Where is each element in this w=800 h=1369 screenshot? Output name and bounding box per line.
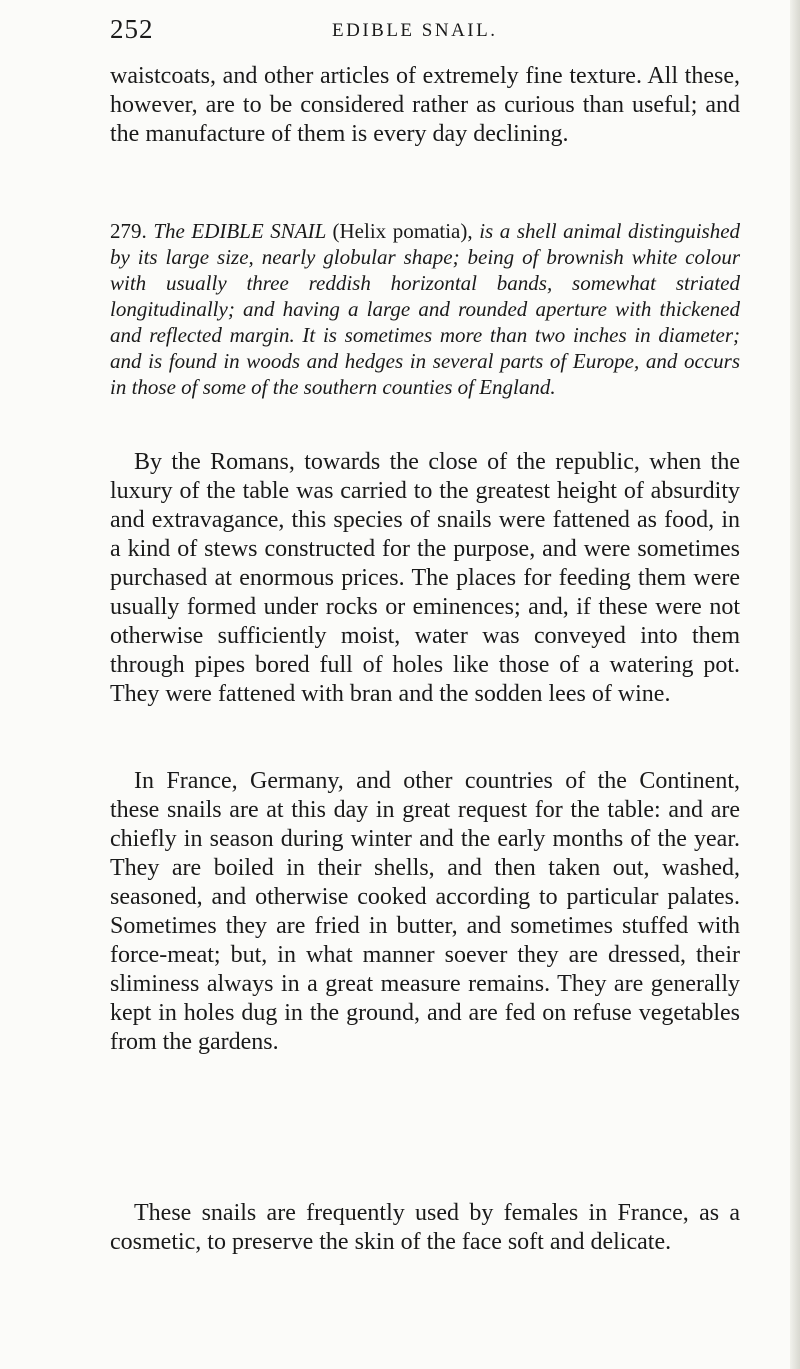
- cosmetic-paragraph: These snails are frequently used by females in France, as a cosmetic, to preserve the skin of the face soft and delicate.: [110, 1200, 740, 1255]
- species-title: The EDIBLE SNAIL: [153, 219, 326, 243]
- running-head: EDIBLE SNAIL.: [332, 20, 498, 41]
- intro-paragraph: waistcoats, and other articles of extremely fine texture. All these, however, are to be considered rather as curious than useful; and the manufacture of them is every day declining.: [110, 63, 740, 147]
- romans-paragraph: By the Romans, towards the close of the republic, when the luxury of the table was carried to the greatest height of absurdity and extravagance, this species of snails were fattened as food, in a kind of stews constructed for the purpose, and were sometimes purchased at enormous prices. The places for feeding them were usually formed under rocks or eminences; and, if these were not otherwise sufficiently moist, water was conveyed into them through pipes bored full of holes like those of a watering pot. They were fattened with bran and the sodden lees of wine.: [110, 449, 740, 707]
- species-description: is a shell animal distinguished by its large size, nearly globular shape; being of brownish white colour with usually three reddish horizontal bands, somewhat striated longitudinally; and having a large and rounded aperture with thickened and reflected margin. It is sometimes more than two inches in diameter; and is found in woods and hedges in several parts of Europe, and occurs in those of some of the southern counties of England.: [110, 219, 741, 399]
- page-edge: [790, 0, 800, 1369]
- species-latin-name: (Helix pomatia),: [332, 219, 473, 243]
- france-paragraph: In France, Germany, and other countries of the Continent, these snails are at this day in great request for the table: and are chiefly in season during winter and the early months of the year. They are boiled in their shells, and then taken out, washed, seasoned, and otherwise cooked according to particular palates. Sometimes they are fried in butter, and sometimes stuffed with force-meat; but, in what manner soever they are dressed, their sliminess always in a great measure remains. They are generally kept in holes dug in the ground, and are fed on refuse vegetables from the gardens.: [110, 768, 740, 1055]
- species-number: 279.: [110, 219, 147, 243]
- species-entry: [110, 218, 740, 400]
- page-number: 252: [110, 14, 154, 44]
